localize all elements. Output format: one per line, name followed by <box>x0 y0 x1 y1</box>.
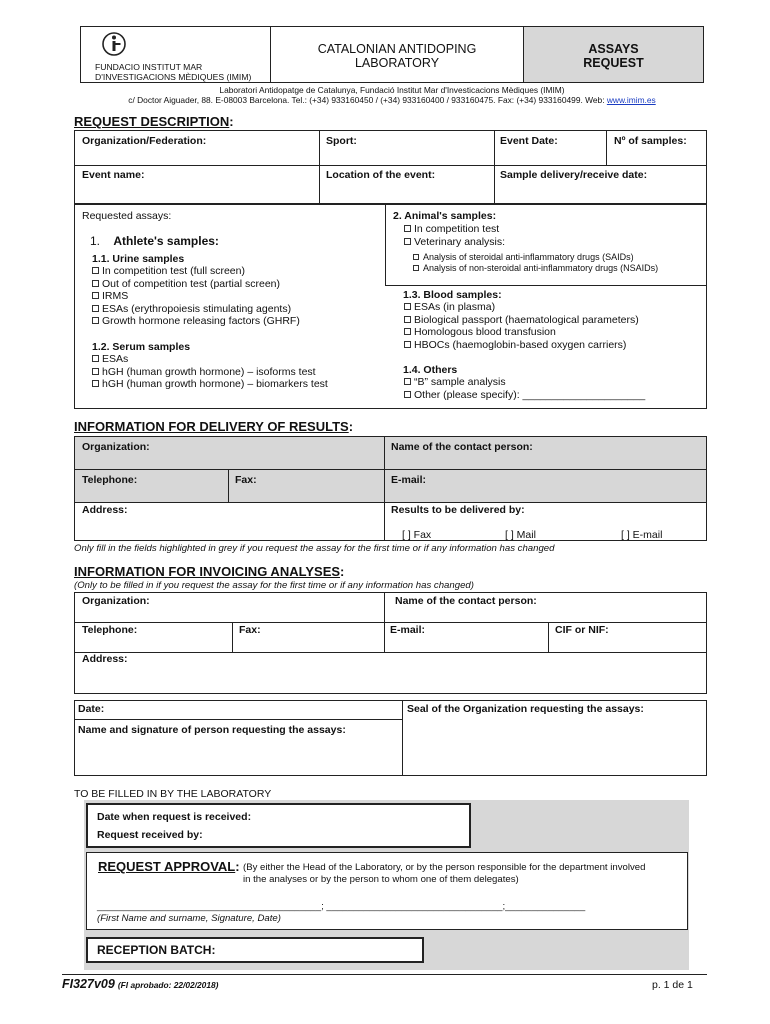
approval-signature-line[interactable]: __________________________________________; _________________________________;_______________ <box>97 901 586 912</box>
animal-samples-title: 2. Animal's samples: <box>393 210 497 222</box>
approval-signature-caption: (First Name and surname, Signature, Date) <box>97 913 281 924</box>
checkbox[interactable] <box>413 254 419 260</box>
blood-option[interactable]: Homologous blood transfusion <box>404 326 639 339</box>
footer-code: FI327v09 (FI aprobado: 22/02/2018) <box>62 977 219 991</box>
serum-samples-title: 1.2. Serum samples <box>92 341 191 353</box>
invoicing-contact-label: Name of the contact person: <box>395 595 537 607</box>
checkbox[interactable] <box>92 305 99 312</box>
requested-assays-label: Requested assays: <box>82 210 172 222</box>
address-line-1: Laboratori Antidopatge de Catalunya, Fundació Institut Mar d'Investicacions Mèdiques (IMIM) <box>219 85 565 95</box>
page-number: p. 1 de 1 <box>652 979 693 991</box>
others-option[interactable]: Other (please specify): _____________________ <box>404 389 645 402</box>
urine-option[interactable]: Out of competition test (partial screen) <box>92 278 300 291</box>
serum-option[interactable]: hGH (human growth hormone) – biomarkers test <box>92 378 328 391</box>
approval-title: REQUEST APPROVAL: <box>98 859 240 874</box>
veterinary-option[interactable]: Analysis of steroidal anti-inflammatory drugs (SAIDs) <box>413 252 658 263</box>
athletes-samples-title: 1. Athlete's samples: <box>90 234 219 248</box>
checkbox[interactable] <box>404 391 411 398</box>
urine-options <box>92 265 300 328</box>
organization-federation-label: Organization/Federation: <box>82 135 207 147</box>
invoicing-box <box>74 592 707 694</box>
checkbox[interactable] <box>92 380 99 387</box>
institute-name: FUNDACIO INSTITUT MAR D'INVESTIGACIONS MÈDIQUES (IMIM) <box>95 62 252 82</box>
checkbox[interactable] <box>404 341 411 348</box>
doc-type: ASSAYS REQUEST <box>583 42 644 70</box>
lab-section-title: TO BE FILLED IN BY THE LABORATORY <box>74 788 272 800</box>
reception-info-box <box>86 803 471 848</box>
urine-option[interactable]: In competition test (full screen) <box>92 265 300 278</box>
delivery-organization-label: Organization: <box>82 441 150 453</box>
checkbox[interactable] <box>413 265 419 271</box>
invoicing-organization-label: Organization: <box>82 595 150 607</box>
veterinary-option[interactable]: Analysis of non-steroidal anti-inflammatory drugs (NSAIDs) <box>413 263 658 274</box>
urine-option[interactable]: Growth hormone releasing factors (GHRF) <box>92 315 300 328</box>
animal-option[interactable]: In competition test <box>404 223 505 236</box>
animal-options <box>404 223 505 248</box>
invoicing-telephone-label: Telephone: <box>82 624 138 636</box>
approval-text: (By either the Head of the Laboratory, or by the person responsible for the department involved in the analyses or by the person to whom one of them delegates) <box>243 862 646 885</box>
received-by-label: Request received by: <box>97 829 203 841</box>
delivery-fax-label: Fax: <box>235 474 257 486</box>
invoicing-email-label: E-mail: <box>390 624 426 636</box>
blood-options <box>404 301 639 351</box>
checkbox[interactable] <box>404 303 411 310</box>
date-received-label: Date when request is received: <box>97 811 252 823</box>
checkbox[interactable] <box>92 368 99 375</box>
delivery-address-label: Address: <box>82 504 128 516</box>
blood-option[interactable]: ESAs (in plasma) <box>404 301 639 314</box>
checkbox[interactable] <box>404 328 411 335</box>
urine-option[interactable]: IRMS <box>92 290 300 303</box>
web-link[interactable]: www.imim.es <box>606 95 656 105</box>
others-options <box>404 376 645 401</box>
invoicing-fax-label: Fax: <box>239 624 261 636</box>
event-name-label: Event name: <box>82 169 145 181</box>
result-option-mail[interactable]: [ ] Mail <box>505 529 536 541</box>
result-option-email[interactable]: [ ] E-mail <box>621 529 663 541</box>
name-signature-label: Name and signature of person requesting the assays: <box>78 724 346 736</box>
imim-logo-icon <box>102 31 126 57</box>
result-option-fax[interactable]: [ ] Fax <box>402 529 432 541</box>
animal-option[interactable]: Veterinary analysis: <box>404 236 505 249</box>
invoicing-address-label: Address: <box>82 653 128 665</box>
delivery-note: Only fill in the fields highlighted in grey if you request the assay for the first time or if any information has changed <box>74 543 555 554</box>
blood-samples-title: 1.3. Blood samples: <box>403 289 502 301</box>
invoicing-section-title: INFORMATION FOR INVOICING ANALYSES: <box>74 564 345 579</box>
results-by-label: Results to be delivered by: <box>391 504 525 516</box>
num-samples-label: Nº of samples: <box>614 135 687 147</box>
lab-name: CATALONIAN ANTIDOPING LABORATORY <box>317 42 477 70</box>
checkbox[interactable] <box>92 317 99 324</box>
serum-option[interactable]: hGH (human growth hormone) – isoforms test <box>92 366 328 379</box>
invoicing-cif-label: CIF or NIF: <box>555 624 609 636</box>
reception-batch-label: RECEPTION BATCH: <box>97 943 216 957</box>
date-label: Date: <box>78 703 105 715</box>
blood-option[interactable]: Biological passport (haematological parameters) <box>404 314 639 327</box>
event-date-label: Event Date: <box>500 135 558 147</box>
request-description-title: REQUEST DESCRIPTION: <box>74 114 234 129</box>
urine-samples-title: 1.1. Urine samples <box>92 253 185 265</box>
address-line-2: c/ Doctor Aiguader, 88. E-08003 Barcelona. Tel.: (+34) 933160450 / (+34) 933160400 / 933160475. Fax: (+34) 933160499. Web: www.imim.es <box>128 95 656 105</box>
checkbox[interactable] <box>92 280 99 287</box>
delivery-section-title: INFORMATION FOR DELIVERY OF RESULTS: <box>74 419 354 434</box>
checkbox[interactable] <box>92 355 99 362</box>
veterinary-options <box>413 252 658 274</box>
others-title: 1.4. Others <box>403 364 458 376</box>
checkbox[interactable] <box>404 316 411 323</box>
urine-option[interactable]: ESAs (erythropoiesis stimulating agents) <box>92 303 300 316</box>
checkbox[interactable] <box>404 238 411 245</box>
delivery-date-label: Sample delivery/receive date: <box>500 169 648 181</box>
location-label: Location of the event: <box>326 169 436 181</box>
checkbox[interactable] <box>92 267 99 274</box>
serum-option[interactable]: ESAs <box>92 353 328 366</box>
serum-options <box>92 353 328 391</box>
delivery-telephone-label: Telephone: <box>82 474 138 486</box>
checkbox[interactable] <box>404 378 411 385</box>
sport-label: Sport: <box>326 135 357 147</box>
others-option[interactable]: “B” sample analysis <box>404 376 645 389</box>
delivery-contact-label: Name of the contact person: <box>391 441 533 453</box>
checkbox[interactable] <box>404 225 411 232</box>
blood-option[interactable]: HBOCs (haemoglobin-based oxygen carriers) <box>404 339 639 352</box>
invoicing-note: (Only to be filled in if you request the assay for the first time or if any information has changed) <box>74 580 474 591</box>
checkbox[interactable] <box>92 292 99 299</box>
seal-label: Seal of the Organization requesting the assays: <box>407 703 644 715</box>
delivery-email-label: E-mail: <box>391 474 427 486</box>
